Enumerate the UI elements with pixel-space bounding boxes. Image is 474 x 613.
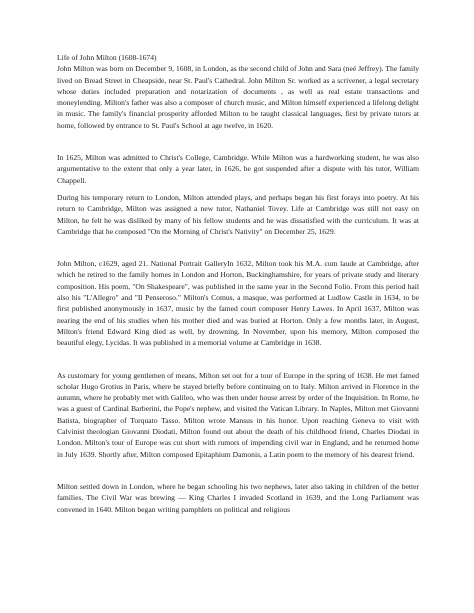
- paragraph-cambridge-admission: In 1625, Milton was admitted to Christ's College, Cambridge. While Milton was a hardworking student, he was also argumentative to the extent that only a year later, in 1626, he got suspended after a dispute with his tutor, William Chappell.: [57, 153, 419, 185]
- paragraph-early-life: John Milton was born on December 9, 1608, in London, as the second child of John and Sara (neé Jeffrey). The family lived on Bread Street in Cheapside, near St. Paul's Cathedral. John Milton Sr. worked as a scrivener, a legal secretary whose duties included preparation and notarization of documents , as well as real estate transactions and moneylending. Milton's father was also a composer of church music, and Milton himself experienced a lifelong delight in music. The family's financial prosperity afforded Milton to be taught classical languages, first by private tutors at home, followed by entrance to St. Paul's School at age twelve, in 1620.: [57, 64, 419, 130]
- paragraph-european-tour: As customary for young gentlemen of means, Milton set out for a tour of Europe in the spring of 1638. He met famed scholar Hugo Grotius in Paris, where he stayed briefly before continuing on to Italy. Milton arrived in Florence in the autumn, where he probably met with Galileo, who was then under house arrest by order of the Inquisition. In Rome, he was a guest of Cardinal Barberini, the Pope's nephew, and visited the Vatican Library. In Naples, Milton met Giovanni Batista, biographer of Torquato Tasso. Milton wrote Mansus in his honor. Upon reaching Geneva to visit with Calvinist theologian Giovanni Diodati, Milton found out about the death of his childhood friend, Charles Diodati in London. Milton's tour of Europe was cut short with rumors of impending civil war in England, and he returned home in July 1639. Shortly after, Milton composed Epitaphium Damonis, a Latin poem to the memory of his dearest friend.: [57, 370, 419, 459]
- paragraph-return-to-cambridge: During his temporary return to London, Milton attended plays, and perhaps began his first forays into poetry. At his return to Cambridge, Milton was assigned a new tutor, Nathaniel Tovey. Life at Cambridge was still not easy on Milton, he felt he was disliked by many of his fellow students and he was dissatisfied with the curriculum. It was at Cambridge that he composed "On the Morning of Christ's Nativity" on December 25, 1629.: [57, 192, 419, 236]
- document-title: Life of John Milton (1608-1674): [57, 53, 157, 62]
- paragraph-horton-years: John Milton, c1629, aged 21. National Portrait GalleryIn 1632, Milton took his M.A. cum laude at Cambridge, after which he retired to the family homes in London and Horton, Buckinghamshire, for years of private study and literary composition. His poem, "On Shakespeare", was published in the same year in the Second Folio. From this period hail also his "L'Allegro" and "Il Penseroso." Milton's Comus, a masque, was performed at Ludlow Castle in 1634, to be first published anonymously in 1637, music by the famed court composer Henry Lawes. In April 1637, Milton was nearing the end of his studies when his mother died and was buried at Horton. Only a few months later, in August, Milton's friend Edward King died as well, by drowning. In November, upon his memory, Milton composed the beautiful elegy, Lycidas. It was published in a memorial volume at Cambridge in 1638.: [57, 259, 419, 348]
- paragraph-london-schooling: Milton settled down in London, where he began schooling his two nephews, later also taking in children of the better families. The Civil War was brewing — King Charles I invaded Scotland in 1639, and the Long Parliament was convened in 1640. Milton began writing pamphlets on political and religious: [57, 481, 419, 514]
- document-page: [57, 52, 419, 515]
